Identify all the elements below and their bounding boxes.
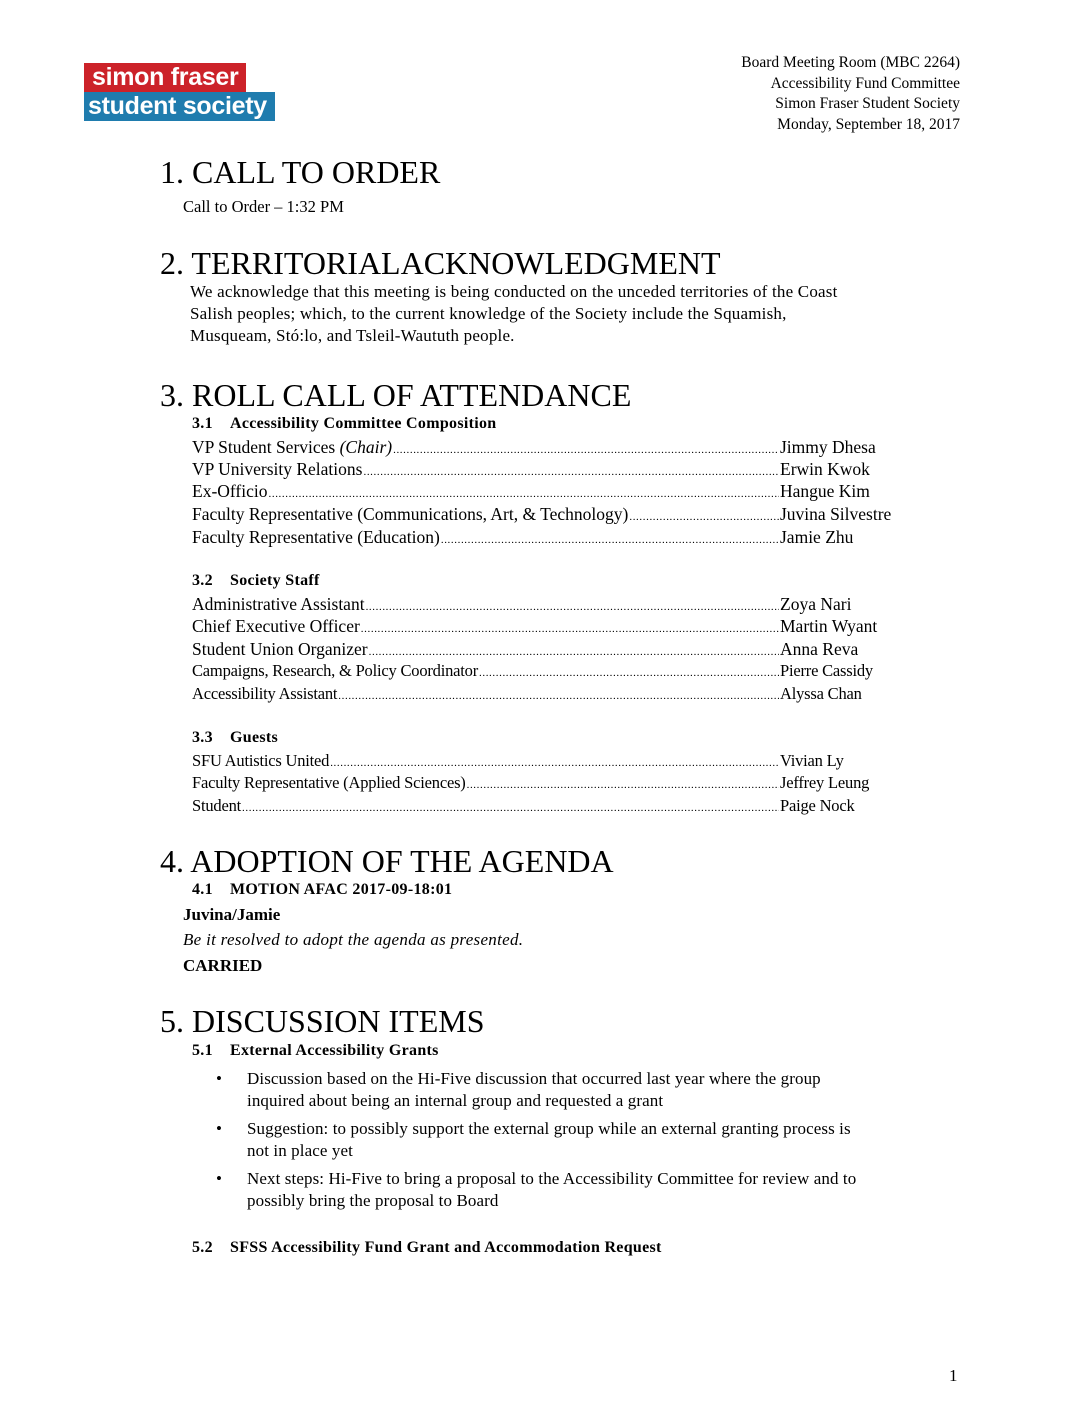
acknowledgment-line: We acknowledge that this meeting is being conducted on the unceded territories of the Coast <box>190 282 838 301</box>
subsection-number: 3.2 <box>192 572 213 589</box>
attendee-role: Administrative Assistant <box>192 594 365 614</box>
motion-movers: Juvina/Jamie <box>183 905 281 924</box>
attendee-name: Anna Reva <box>780 639 859 659</box>
attendance-row <box>192 638 912 660</box>
attendance-row <box>192 750 912 772</box>
attendee-name: Jamie Zhu <box>780 527 854 547</box>
header-room: Board Meeting Room (MBC 2264) <box>741 54 960 71</box>
list-item: • Discussion based on the Hi-Five discussion that occurred last year where the group inquired about being an internal group and requested a grant <box>216 1069 821 1110</box>
attendance-row <box>192 526 912 548</box>
header-date: Monday, September 18, 2017 <box>777 115 960 133</box>
attendee-role: Ex-Officio <box>192 481 268 501</box>
header-org: Simon Fraser Student Society <box>775 95 960 112</box>
attendee-name: Juvina Silvestre <box>780 504 892 524</box>
attendance-row <box>192 795 912 817</box>
bullet-icon: • <box>216 1169 223 1188</box>
acknowledgment-line: Salish peoples; which, to the current knowledge of the Society include the Squamish, <box>190 304 787 323</box>
dot-leader <box>441 529 779 551</box>
attendee-role: Faculty Representative (Applied Sciences) <box>192 773 466 792</box>
attendee-role: Campaigns, Research, & Policy Coordinator <box>192 661 478 680</box>
attendee-name: Alyssa Chan <box>780 684 862 703</box>
acknowledgment-paragraph <box>190 281 970 347</box>
attendance-row <box>192 458 912 480</box>
call-to-order-text: Call to Order – 1:32 PM <box>183 197 344 216</box>
motion-heading <box>192 880 452 900</box>
subsection-3-2-heading <box>192 571 320 591</box>
dot-leader <box>269 483 780 505</box>
attendee-name: Jimmy Dhesa <box>780 437 876 457</box>
attendee-role: Chief Executive Officer <box>192 616 360 636</box>
subsection-3-3-heading <box>192 728 278 748</box>
dot-leader <box>330 752 779 774</box>
motion-number: 4.1 <box>192 881 213 898</box>
subsection-5-1-heading <box>192 1041 439 1061</box>
attendee-role: Student Union Organizer <box>192 639 368 659</box>
attendance-row <box>192 593 912 615</box>
attendance-row <box>192 772 912 794</box>
attendance-row <box>192 683 912 705</box>
subsection-3-1-heading <box>192 414 496 434</box>
attendee-role: SFU Autistics United <box>192 751 330 770</box>
subsection-number: 3.1 <box>192 415 213 432</box>
attendee-name: Martin Wyant <box>780 616 878 636</box>
section-4-heading: 4. ADOPTION OF THE AGENDA <box>160 843 614 879</box>
logo-line-2: student society <box>84 92 275 121</box>
attendee-role: Faculty Representative (Communications, Art, & Technology) <box>192 504 629 524</box>
subsection-title: Accessibility Committee Composition <box>230 415 497 432</box>
sfss-logo <box>84 63 275 121</box>
dot-leader <box>629 506 779 528</box>
subsection-number: 5.2 <box>192 1239 213 1256</box>
attendee-name: Zoya Nari <box>780 594 852 614</box>
attendee-role: VP Student Services (Chair) <box>192 437 393 457</box>
attendee-name: Erwin Kwok <box>780 459 870 479</box>
section-2-heading: 2. TERRITORIALACKNOWLEDGMENT <box>160 245 721 281</box>
dot-leader <box>242 797 779 819</box>
attendee-name: Jeffrey Leung <box>780 773 870 792</box>
attendee-role: Accessibility Assistant <box>192 684 338 703</box>
attendee-name: Paige Nock <box>780 796 855 815</box>
discussion-bullet-list <box>192 1068 962 1218</box>
subsection-number: 3.3 <box>192 729 213 746</box>
attendee-role: Student <box>192 796 242 815</box>
dot-leader <box>479 662 779 684</box>
attendance-row <box>192 503 912 525</box>
attendee-role: VP University Relations <box>192 459 363 479</box>
motion-resolution: Be it resolved to adopt the agenda as presented. <box>183 930 524 949</box>
list-item: • Suggestion: to possibly support the external group while an external granting process is not in place yet <box>216 1119 851 1160</box>
logo-line-1: simon fraser <box>84 63 246 92</box>
subsection-5-2-heading <box>192 1238 662 1258</box>
dot-leader <box>338 685 779 707</box>
attendee-name: Vivian Ly <box>780 751 844 770</box>
bullet-icon: • <box>216 1119 223 1138</box>
page-number: 1 <box>949 1366 958 1385</box>
header-committee: Accessibility Fund Committee <box>770 74 960 92</box>
section-3-heading: 3. ROLL CALL OF ATTENDANCE <box>160 377 632 413</box>
attendance-row <box>192 660 912 682</box>
meeting-header <box>741 53 960 135</box>
list-item: • Next steps: Hi-Five to bring a proposal to the Accessibility Committee for review and to possibly bring the proposal to Board <box>216 1169 857 1210</box>
dot-leader <box>361 618 779 640</box>
attendee-name: Hangue Kim <box>780 481 870 501</box>
attendee-role: Faculty Representative (Education) <box>192 527 440 547</box>
motion-title: MOTION AFAC 2017-09-18:01 <box>230 881 453 898</box>
attendee-name: Pierre Cassidy <box>780 661 873 680</box>
subsection-title: Guests <box>230 729 279 746</box>
dot-leader <box>467 774 779 796</box>
subsection-number: 5.1 <box>192 1042 213 1059</box>
acknowledgment-line: Musqueam, Stó:lo, and Tsleil-Waututh people. <box>190 326 515 345</box>
attendance-row <box>192 480 912 502</box>
section-1-heading: 1. CALL TO ORDER <box>160 154 441 190</box>
subsection-title: Society Staff <box>230 572 320 589</box>
motion-result: CARRIED <box>183 956 263 975</box>
bullet-icon: • <box>216 1069 223 1088</box>
section-5-heading: 5. DISCUSSION ITEMS <box>160 1003 485 1039</box>
subsection-title: External Accessibility Grants <box>230 1042 439 1059</box>
subsection-title: SFSS Accessibility Fund Grant and Accommodation Request <box>230 1239 662 1256</box>
attendance-row <box>192 615 912 637</box>
attendance-row <box>192 436 912 458</box>
